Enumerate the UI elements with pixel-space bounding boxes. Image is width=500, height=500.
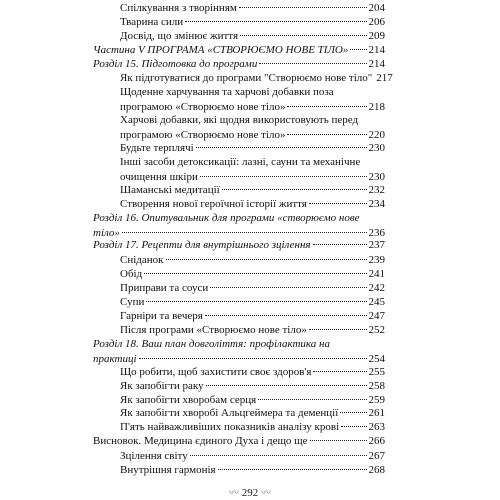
toc-entry-page: 204 — [368, 1, 385, 14]
toc-entry-title: Спілкування з творінням — [120, 1, 237, 14]
toc-entry-title: Як запобігти хворобам серця — [120, 393, 257, 406]
toc-entry-page: 218 — [368, 101, 385, 114]
toc-entry-page: 247 — [368, 310, 385, 322]
toc-chapter-heading — [93, 58, 385, 70]
toc-entry — [120, 366, 385, 378]
toc-entry-title: Досвід, що змінює життя — [120, 29, 239, 42]
toc-entry-title: Гарніри та вечеря — [120, 310, 203, 322]
toc-entry-page: 241 — [368, 268, 385, 281]
toc-entry-title: Як запобігти раку — [120, 379, 204, 392]
toc-entry-title: Приправи та соуси — [120, 282, 209, 295]
toc-entry-page: 261 — [368, 407, 385, 420]
ornament-right: 〰 — [261, 488, 271, 499]
toc-entry — [120, 30, 385, 42]
ornament-left: 〰 — [229, 488, 239, 499]
toc-entry-title: Після програми «Створюємо нове тіло» — [120, 323, 307, 336]
toc-entry — [120, 310, 385, 322]
toc-entry-title: Будьте терплячі — [120, 142, 194, 154]
toc-entry-page: 209 — [368, 29, 385, 42]
toc-entry-page: 255 — [368, 365, 385, 378]
toc-entry-page: 214 — [368, 43, 385, 56]
dot-leader — [341, 426, 366, 427]
dot-leader — [210, 287, 366, 288]
dot-leader — [200, 176, 367, 177]
toc-entry — [120, 114, 385, 141]
toc-entry-title: Розділ 17. Рецепти для внутрішнього зцілення — [93, 239, 311, 252]
dot-leader — [185, 21, 366, 22]
toc-entry-page: 252 — [368, 323, 385, 336]
toc-entry — [120, 407, 385, 419]
toc-entry — [120, 156, 385, 183]
toc-entry — [120, 421, 385, 433]
dot-leader — [313, 244, 367, 245]
dot-leader — [146, 301, 366, 302]
dot-leader — [206, 385, 367, 386]
dot-leader — [222, 189, 367, 190]
page-number-value: 292 — [241, 487, 259, 499]
toc-entry-title: Розділ 18. Ваш план довголіття: профілактика на — [93, 337, 330, 350]
toc-entry-page: 230 — [368, 170, 385, 183]
page-number — [0, 484, 500, 499]
toc-entry-title: Розділ 15. Підготовка до програми — [93, 57, 258, 70]
dot-leader — [287, 134, 366, 135]
dot-leader — [287, 106, 366, 107]
toc-entry-title: Тварина сили — [120, 15, 184, 28]
toc-entry-page: 268 — [368, 464, 385, 477]
dot-leader — [258, 399, 366, 400]
toc-entry-page: 263 — [368, 421, 385, 434]
dot-leader — [259, 63, 366, 64]
toc-entry-title: Як підготуватися до програми "Створюємо нове тіло" — [120, 72, 373, 85]
toc-entry-page: 217 — [376, 72, 393, 85]
toc-chapter-heading — [93, 212, 385, 239]
toc-entry-title: Частина V ПРОГРАМА «СТВОРЮЄМО НОВЕ ТІЛО» — [93, 43, 349, 56]
dot-leader — [139, 358, 367, 359]
toc-chapter-heading — [93, 435, 385, 447]
toc-entry — [120, 296, 385, 308]
toc-entry-page: 239 — [368, 254, 385, 267]
toc-entry-title: Розділ 16. Опитувальник для програми «створюємо нове — [93, 211, 360, 224]
dot-leader — [205, 315, 367, 316]
toc-chapter-heading — [93, 44, 385, 56]
toc-entry — [120, 198, 385, 210]
toc-entry-title: Створення нової героїчної історії життя — [120, 197, 307, 210]
toc-entry — [120, 86, 385, 113]
toc-entry-page: 266 — [368, 435, 385, 448]
toc-entry-page: 220 — [368, 129, 385, 142]
toc-chapter-heading — [93, 338, 385, 365]
toc-entry — [120, 142, 385, 154]
toc-entry-title: Інші засоби детоксикації: лазні, сауни та механічне — [120, 155, 361, 168]
toc-entry — [120, 450, 385, 462]
dot-leader — [309, 203, 367, 204]
toc-entry-title: Що робити, щоб захистити своє здоров'я — [120, 365, 312, 378]
dot-leader — [218, 469, 367, 470]
dot-leader — [239, 7, 367, 8]
toc-entry — [120, 324, 385, 336]
toc-entry-page: 206 — [368, 15, 385, 28]
dot-leader — [350, 49, 366, 50]
toc-entry-title-cont: очищення шкіри — [120, 170, 198, 183]
toc-entry-title-cont: тіло» — [93, 226, 120, 239]
toc-entry-title: Висновок. Медицина єдиного Духа і дещо ще — [93, 435, 308, 448]
toc-entry-title: Шаманські медитації — [120, 183, 220, 196]
dot-leader — [166, 259, 367, 260]
toc-chapter-heading — [93, 239, 385, 251]
toc-entry-page: 234 — [368, 197, 385, 210]
toc-entry-title: Зцілення світу — [120, 450, 188, 463]
toc-entry-title: Як запобігти хворобі Альцгеймера та деменції — [120, 407, 339, 420]
toc-entry — [120, 394, 385, 406]
toc-entry-title: Супи — [120, 296, 145, 309]
toc-entry — [120, 2, 385, 14]
dot-leader — [340, 412, 366, 413]
toc-entry-title: Внутрішня гармонія — [120, 464, 216, 477]
toc-entry — [120, 380, 385, 392]
toc-entry-title-cont: практиці — [93, 352, 137, 365]
dot-leader — [310, 440, 367, 441]
toc-entry-title: П'ять найважливіших показників аналізу крові — [120, 421, 340, 434]
toc-entry-page: 259 — [368, 393, 385, 406]
toc-entry-page: 245 — [368, 296, 385, 309]
toc-entry — [120, 72, 393, 85]
toc-entry-title: Щоденне харчування та харчові добавки поза — [120, 86, 334, 99]
toc-entry-title: Обід — [120, 268, 143, 281]
toc-entry-title-cont: програмою «Створюємо нове тіло» — [120, 129, 286, 142]
toc-entry-title: Сніданок — [120, 254, 164, 267]
toc-entry-page: 232 — [368, 183, 385, 196]
toc-entry-page: 258 — [368, 379, 385, 392]
toc-entry-page: 236 — [368, 226, 385, 239]
dot-leader — [196, 147, 367, 148]
dot-leader — [309, 329, 367, 330]
toc-entry-page: 230 — [368, 142, 385, 154]
dot-leader — [313, 371, 366, 372]
toc-entry — [120, 268, 385, 280]
dot-leader — [190, 455, 367, 456]
toc-entry — [120, 184, 385, 196]
toc-entry-page: 214 — [368, 57, 385, 70]
toc-entry-title: Харчові добавки, які щодня використовують перед — [120, 114, 359, 127]
toc-entry-page: 254 — [368, 352, 385, 365]
toc-entry — [120, 282, 385, 294]
toc-entry-page: 242 — [368, 282, 385, 295]
dot-leader — [144, 273, 366, 274]
toc-entry-page: 237 — [368, 239, 385, 252]
toc-entry-page: 267 — [368, 450, 385, 463]
dot-leader — [122, 232, 367, 233]
toc-entry — [120, 464, 385, 476]
dot-leader — [240, 35, 366, 36]
toc-entry-title-cont: програмою «Створюємо нове тіло» — [120, 101, 286, 114]
toc-entry — [120, 16, 385, 28]
toc-entry — [120, 254, 385, 266]
